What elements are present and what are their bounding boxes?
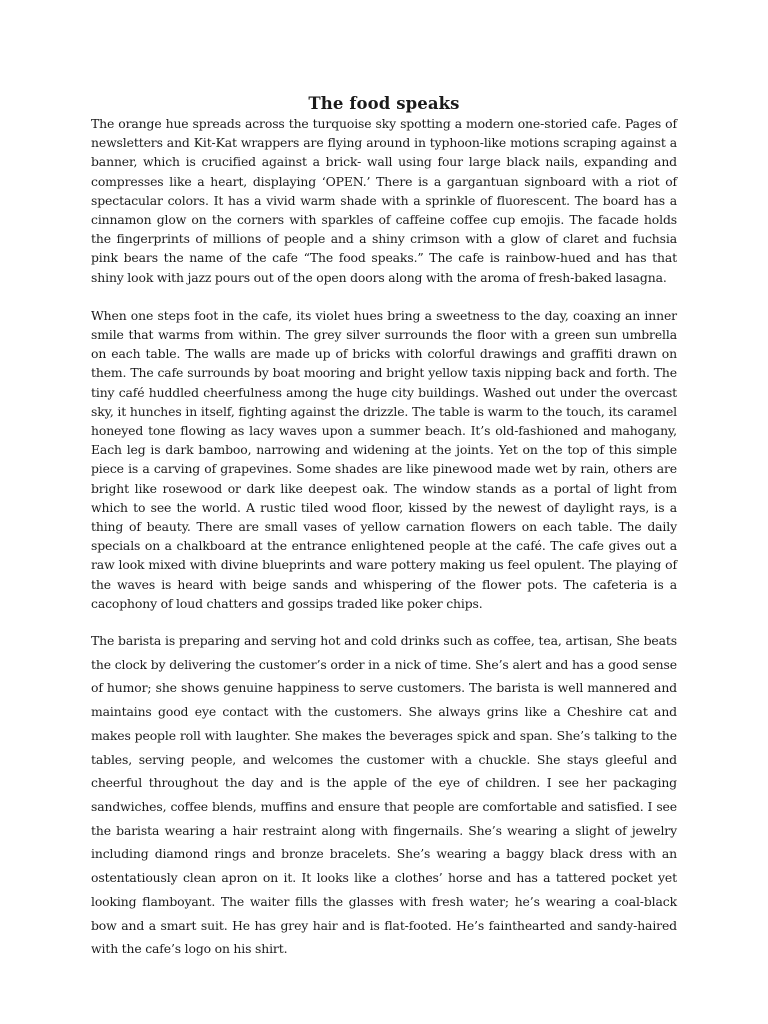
paragraph-cafe-interior: When one steps foot in the cafe, its violet hues bring a sweetness to the day, coaxing an inner smile that warms from within. The grey silver surrounds the floor with a green sun umbrella on each table. The walls are made up of bricks with colorful drawings and graffiti drawn on them. The cafe surrounds by boat mooring and bright yellow taxis nipping back and forth. The tiny café huddled cheerfulness among the huge city buildings. Washed out under the overcast sky, it hunches in itself, fighting against the drizzle. The table is warm to the touch, its caramel honeyed tone flowing as lacy waves upon a summer beach. It’s old-fashioned and mahogany, Each leg is dark bamboo, narrowing and widening at the joints. Yet on the top of this simple piece is a carving of grapevines. Some shades are like pinewood made wet by rain, others are bright like rosewood or dark like deepest oak. The window stands as a portal of light from which to see the world. A rustic tiled wood floor, kissed by the newest of daylight rays, is a thing of beauty. There are small vases of yellow carnation flowers on each table. The daily specials on a chalkboard at the entrance enlightened people at the café. The cafe gives out a raw look mixed with divine blueprints and ware pottery making us feel opulent. The playing of the waves is heard with beige sands and whispering of the flower pots. The cafeteria is a cacophony of loud chatters and gossips traded like poker chips.	[91, 307, 677, 611]
paragraph-cafe-staff: The barista is preparing and serving hot and cold drinks such as coffee, tea, artisan, She beats the clock by delivering the customer’s order in a nick of time. She’s alert and has a good sense of humor; she shows genuine happiness to serve customers. The barista is well mannered and maintains good eye contact with the customers. She always grins like a Cheshire cat and makes people roll with laughter. She makes the beverages spick and span. She’s talking to the tables, serving people, and welcomes the customer with a chuckle. She stays gleeful and cheerful throughout the day and is the apple of the eye of children. I see her packaging sandwiches, coffee blends, muffins and ensure that people are comfortable and satisfied. I see the barista wearing a hair restraint along with fingernails. She’s wearing a slight of jewelry including diamond rings and bronze bracelets. She’s wearing a baggy black dress with an ostentatiously clean apron on it. It looks like a clothes’ horse and has a tattered pocket yet looking flamboyant. The waiter fills the glasses with fresh water; he’s wearing a coal-black bow and a smart suit. He has grey hair and is flat-footed. He’s fainthearted and sandy-haired with the cafe’s logo on his shirt.	[91, 633, 677, 957]
paragraph-cafe-exterior: The orange hue spreads across the turquoise sky spotting a modern one-storied cafe. Pages of newsletters and Kit-Kat wrappers are flying around in typhoon-like motions scraping against a banner, which is crucified against a brick- wall using four large black nails, expanding and compresses like a heart, displaying ‘OPEN.’ There is a gargantuan signboard with a riot of spectacular colors. It has a vivid warm shade with a sprinkle of fluorescent. The board has a cinnamon glow on the corners with sparkles of caffeine coffee cup emojis. The facade holds the fingerprints of millions of people and a shiny crimson with a glow of claret and fuchsia pink bears the name of the cafe “The food speaks.” The cafe is rainbow-hued and has that shiny look with jazz pours out of the open doors along with the aroma of fresh-baked lasagna.	[91, 116, 677, 285]
document-title: The food speaks	[308, 94, 460, 113]
